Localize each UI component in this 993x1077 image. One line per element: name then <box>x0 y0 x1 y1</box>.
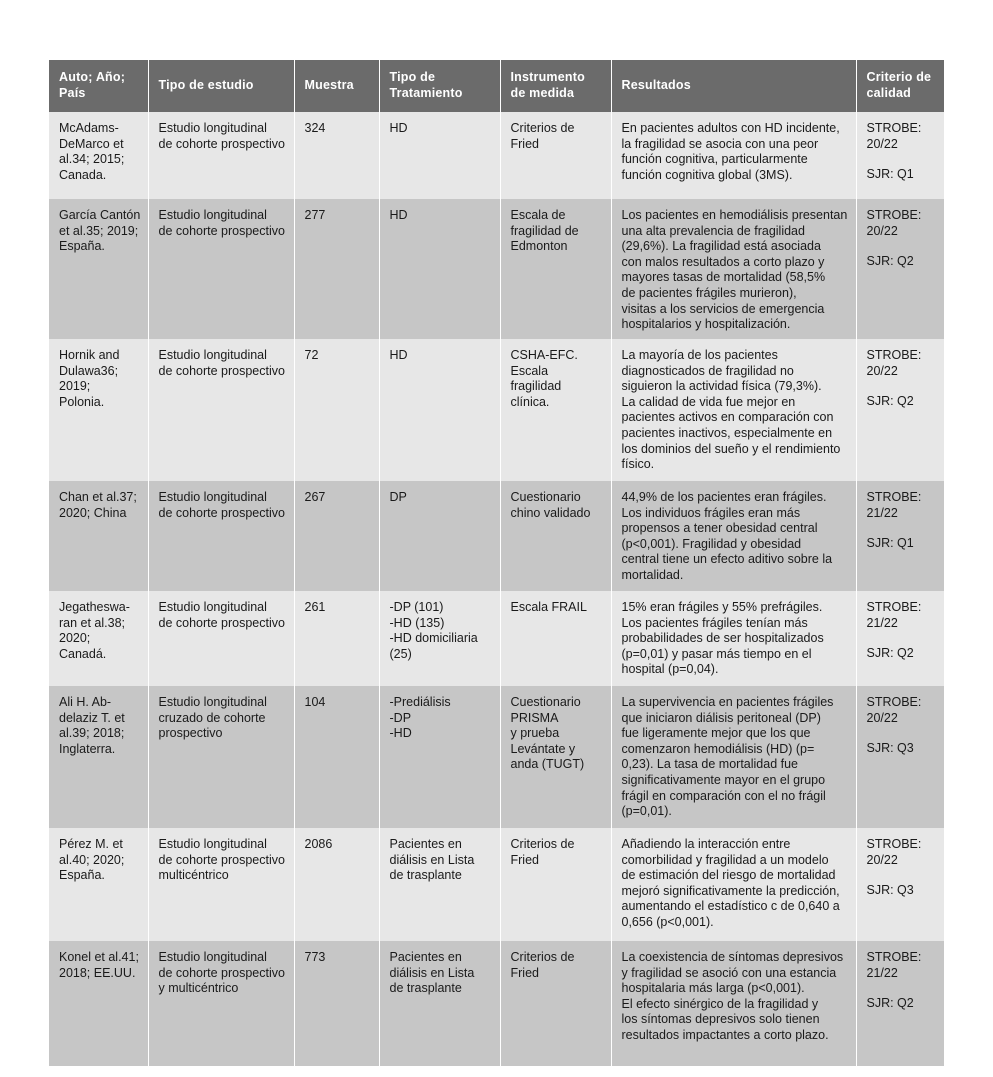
text-line: de pacientes frágiles murieron), <box>621 285 797 300</box>
text-line: hospital (p=0,04). <box>621 662 719 677</box>
text-line: diagnosticados de fragilidad no <box>621 363 794 378</box>
cell-study-type <box>148 941 294 1066</box>
cell-sample: 72 <box>294 339 379 481</box>
cell-results <box>611 686 856 828</box>
text-line: Estudio longitudinal <box>158 600 267 614</box>
text-line: Canadá. <box>59 646 107 661</box>
text-line: et al.35; 2019; <box>59 223 139 238</box>
text-line: pacientes activos en comparación con <box>621 410 834 425</box>
text-line: diálisis en Lista <box>389 965 475 980</box>
text-line: y prueba <box>510 726 560 741</box>
text-line: Estudio longitudinal <box>158 348 267 362</box>
cell-study-type <box>148 339 294 481</box>
text-line: mayores tasas de mortalidad (58,5% <box>621 270 826 285</box>
sjr-quartile: SJR: Q2 <box>866 254 914 269</box>
text-line: chino validado <box>510 505 591 520</box>
text-line: 0,656 (p<0,001). <box>621 914 714 929</box>
cell-author <box>49 199 148 339</box>
text-line: hospitalarios y hospitalización. <box>621 317 791 332</box>
text-line: mortalidad. <box>621 567 684 582</box>
text-line: García Cantón <box>59 208 141 222</box>
text-line: (p=0,01). <box>621 804 672 819</box>
header-study-type <box>148 60 294 112</box>
text-line: clínica. <box>510 394 550 409</box>
text-line: Instrumento <box>510 70 585 85</box>
text-line: Criterios de <box>510 950 575 964</box>
text-line: 2018; EE.UU. <box>59 965 136 980</box>
text-line: Pacientes en <box>389 950 462 964</box>
text-line: STROBE: <box>866 348 922 362</box>
cell-instrument <box>500 199 611 339</box>
cell-instrument <box>500 828 611 941</box>
text-line: Añadiendo la interacción entre <box>621 837 791 851</box>
cell-sample: 261 <box>294 591 379 686</box>
text-line: Estudio longitudinal <box>158 121 267 135</box>
text-line: España. <box>59 239 105 254</box>
text-line: (p=0,01) y pasar más tiempo en el <box>621 646 812 661</box>
text-line: 44,9% de los pacientes eran frágiles. <box>621 490 827 504</box>
text-line: pacientes inactivos, especialmente en <box>621 425 833 440</box>
sjr-quartile: SJR: Q2 <box>866 646 914 661</box>
cell-study-type <box>148 591 294 686</box>
cell-instrument <box>500 339 611 481</box>
text-line: de cohorte prospectivo <box>158 223 285 238</box>
text-line: Estudio longitudinal <box>158 490 267 504</box>
text-line: La mayoría de los pacientes <box>621 348 778 362</box>
text-line: Resultados <box>621 78 691 93</box>
text-line: visitas a los servicios de emergencia <box>621 301 825 316</box>
text-line: 20/22 <box>866 223 898 238</box>
text-line: de cohorte prospectivo <box>158 965 285 980</box>
text-line: los dominios del sueño y el rendimiento <box>621 441 841 456</box>
text-line: de cohorte prospectivo <box>158 136 285 151</box>
cell-sample: 773 <box>294 941 379 1066</box>
header-author <box>49 60 148 112</box>
table-row <box>49 339 944 481</box>
text-line: Los pacientes frágiles tenían más <box>621 615 808 630</box>
text-line: McAdams- <box>59 121 119 135</box>
text-line: de trasplante <box>389 868 462 883</box>
cell-treatment <box>379 591 500 686</box>
cell-results <box>611 941 856 1066</box>
text-line: delaziz T. et <box>59 710 125 725</box>
text-line: multicéntrico <box>158 868 229 883</box>
text-line: País <box>59 86 86 100</box>
cell-instrument <box>500 112 611 199</box>
cell-study-type <box>148 199 294 339</box>
sjr-quartile: SJR: Q1 <box>866 167 914 182</box>
text-line: STROBE: <box>866 950 922 964</box>
text-line: Muestra <box>304 78 354 93</box>
text-line: 20/22 <box>866 363 898 378</box>
table-row <box>49 686 944 828</box>
cell-author <box>49 591 148 686</box>
text-line: En pacientes adultos con HD incidente, <box>621 121 840 135</box>
cell-study-type <box>148 686 294 828</box>
text-line: probabilidades de ser hospitalizados <box>621 631 824 646</box>
text-line: Auto; Año; <box>59 70 126 85</box>
table-row <box>49 112 944 199</box>
text-line: 2019; <box>59 379 91 394</box>
cell-results <box>611 481 856 591</box>
text-line: de cohorte prospectivo <box>158 363 285 378</box>
cell-quality <box>856 112 944 199</box>
text-line: comorbilidad y fragilidad a un modelo <box>621 852 829 867</box>
header-quality <box>856 60 944 112</box>
cell-treatment <box>379 686 500 828</box>
cell-instrument <box>500 941 611 1066</box>
table-row <box>49 941 944 1066</box>
header-results <box>611 60 856 112</box>
text-line: Tipo de estudio <box>158 78 254 93</box>
text-line: central tiene un efecto aditivo sobre la <box>621 552 833 567</box>
cell-treatment <box>379 199 500 339</box>
text-line: función cognitiva, particularmente <box>621 152 808 167</box>
text-line: HD <box>389 121 408 135</box>
text-line: Los pacientes en hemodiálisis presentan <box>621 208 848 222</box>
text-line: Ali H. Ab- <box>59 695 112 709</box>
cell-treatment <box>379 941 500 1066</box>
text-line: Tratamiento <box>389 86 463 100</box>
cell-sample: 277 <box>294 199 379 339</box>
text-line: fue ligeramente mejor que los que <box>621 726 811 741</box>
cell-quality <box>856 828 944 941</box>
literature-review-table <box>49 60 944 1066</box>
text-line: Edmonton <box>510 239 568 254</box>
text-line: Estudio longitudinal <box>158 208 267 222</box>
text-line: significativamente mayor en el grupo <box>621 772 826 787</box>
text-line: hospitalaria más larga (p<0,001). <box>621 981 805 996</box>
text-line: DeMarco et <box>59 136 124 151</box>
cell-sample: 324 <box>294 112 379 199</box>
text-line: anda (TUGT) <box>510 757 585 772</box>
text-line: Hornik and <box>59 348 120 362</box>
text-line: STROBE: <box>866 490 922 504</box>
text-line: de cohorte prospectivo <box>158 852 285 867</box>
text-line: Estudio longitudinal <box>158 695 267 709</box>
text-line: Criterio de <box>866 70 932 85</box>
text-line: Canada. <box>59 167 107 182</box>
text-line: y fragilidad se asoció con una estancia <box>621 965 837 980</box>
text-line: -Prediálisis <box>389 695 451 709</box>
sjr-quartile: SJR: Q3 <box>866 741 914 756</box>
text-line: CSHA-EFC. <box>510 348 578 362</box>
text-line: Criterios de <box>510 837 575 851</box>
cell-study-type <box>148 828 294 941</box>
text-line: Pacientes en <box>389 837 462 851</box>
cell-study-type <box>148 112 294 199</box>
cell-instrument <box>500 481 611 591</box>
cell-study-type <box>148 481 294 591</box>
text-line: 20/22 <box>866 852 898 867</box>
text-line: Tipo de <box>389 70 436 85</box>
text-line: Cuestionario <box>510 490 581 504</box>
sjr-quartile: SJR: Q1 <box>866 536 914 551</box>
text-line: 2020; <box>59 631 91 646</box>
cell-quality <box>856 941 944 1066</box>
cell-results <box>611 199 856 339</box>
table-row <box>49 481 944 591</box>
sjr-quartile: SJR: Q2 <box>866 996 914 1011</box>
text-line: mejoró significativamente la predicción, <box>621 883 840 898</box>
table-row <box>49 199 944 339</box>
cell-author <box>49 481 148 591</box>
text-line: STROBE: <box>866 121 922 135</box>
text-line: Pérez M. et <box>59 837 123 851</box>
text-line: y multicéntrico <box>158 981 239 996</box>
text-line: con malos resultados a corto plazo y <box>621 254 825 269</box>
text-line: de trasplante <box>389 981 462 996</box>
cell-quality <box>856 591 944 686</box>
text-line: Los individuos frágiles eran más <box>621 505 801 520</box>
cell-quality <box>856 339 944 481</box>
header-sample <box>294 60 379 112</box>
text-line: Jegatheswa- <box>59 600 130 614</box>
text-line: -HD <box>389 726 412 741</box>
text-line: La coexistencia de síntomas depresivos <box>621 950 844 964</box>
text-line: aumentando el estadístico c de 0,640 a <box>621 899 840 914</box>
header-instrument <box>500 60 611 112</box>
cell-results <box>611 112 856 199</box>
text-line: HD <box>389 348 408 362</box>
text-line: Chan et al.37; <box>59 490 137 504</box>
cell-results <box>611 339 856 481</box>
text-line: prospectivo <box>158 726 223 741</box>
text-line: -HD domiciliaria <box>389 631 478 646</box>
text-line: 21/22 <box>866 505 898 520</box>
text-line: La supervivencia en pacientes frágiles <box>621 695 834 709</box>
cell-sample: 2086 <box>294 828 379 941</box>
text-line: (25) <box>389 646 412 661</box>
text-line: Escala <box>510 363 549 378</box>
text-line: El efecto sinérgico de la fragilidad y <box>621 996 819 1011</box>
text-line: -DP <box>389 710 412 725</box>
text-line: STROBE: <box>866 208 922 222</box>
text-line: al.40; 2020; <box>59 852 125 867</box>
text-line: Escala FRAIL <box>510 600 587 614</box>
header-row <box>49 60 944 112</box>
text-line: Estudio longitudinal <box>158 950 267 964</box>
text-line: España. <box>59 868 105 883</box>
cell-author <box>49 686 148 828</box>
text-line: fragilidad de <box>510 223 579 238</box>
text-line: 15% eran frágiles y 55% prefrágiles. <box>621 600 823 614</box>
text-line: Fried <box>510 136 539 151</box>
table-row <box>49 828 944 941</box>
text-line: calidad <box>866 86 911 100</box>
header-treatment <box>379 60 500 112</box>
cell-treatment <box>379 112 500 199</box>
cell-quality <box>856 686 944 828</box>
cell-author <box>49 828 148 941</box>
text-line: al.39; 2018; <box>59 726 125 741</box>
text-line: 21/22 <box>866 615 898 630</box>
cell-sample: 267 <box>294 481 379 591</box>
text-line: DP <box>389 490 407 504</box>
text-line: al.34; 2015; <box>59 152 125 167</box>
cell-quality <box>856 481 944 591</box>
text-line: Estudio longitudinal <box>158 837 267 851</box>
text-line: que iniciaron diálisis peritoneal (DP) <box>621 710 821 725</box>
text-line: 0,23). La tasa de mortalidad fue <box>621 757 799 772</box>
sjr-quartile: SJR: Q2 <box>866 394 914 409</box>
text-line: (p<0,001). Fragilidad y obesidad <box>621 536 802 551</box>
text-line: 20/22 <box>866 136 898 151</box>
text-line: Fried <box>510 965 539 980</box>
text-line: de medida <box>510 86 575 100</box>
text-line: de estimación del riesgo de mortalidad <box>621 868 836 883</box>
text-line: diálisis en Lista <box>389 852 475 867</box>
text-line: cruzado de cohorte <box>158 710 266 725</box>
text-line: Levántate y <box>510 741 576 756</box>
cell-sample: 104 <box>294 686 379 828</box>
text-line: HD <box>389 208 408 222</box>
sjr-quartile: SJR: Q3 <box>866 883 914 898</box>
text-line: Dulawa36; <box>59 363 119 378</box>
text-line: propensos a tener obesidad central <box>621 521 818 536</box>
text-line: de cohorte prospectivo <box>158 615 285 630</box>
text-line: de cohorte prospectivo <box>158 505 285 520</box>
cell-author <box>49 941 148 1066</box>
cell-treatment <box>379 339 500 481</box>
cell-treatment <box>379 481 500 591</box>
cell-instrument <box>500 686 611 828</box>
cell-quality <box>856 199 944 339</box>
cell-instrument <box>500 591 611 686</box>
cell-results <box>611 828 856 941</box>
text-line: 2020; China <box>59 505 127 520</box>
text-line: (29,6%). La fragilidad está asociada <box>621 239 821 254</box>
text-line: los síntomas depresivos solo tienen <box>621 1012 820 1027</box>
text-line: Fried <box>510 852 539 867</box>
text-line: 20/22 <box>866 710 898 725</box>
cell-author <box>49 112 148 199</box>
cell-treatment <box>379 828 500 941</box>
text-line: frágil en comparación con el no frágil <box>621 788 826 803</box>
text-line: STROBE: <box>866 600 922 614</box>
text-line: La calidad de vida fue mejor en <box>621 394 796 409</box>
cell-results <box>611 591 856 686</box>
text-line: Inglaterra. <box>59 741 116 756</box>
text-line: Konel et al.41; <box>59 950 139 964</box>
text-line: fragilidad <box>510 379 562 394</box>
text-line: físico. <box>621 457 655 472</box>
text-line: Cuestionario <box>510 695 581 709</box>
text-line: Polonia. <box>59 394 105 409</box>
table-row <box>49 591 944 686</box>
text-line: PRISMA <box>510 710 559 725</box>
text-line: 21/22 <box>866 965 898 980</box>
text-line: una alta prevalencia de fragilidad <box>621 223 805 238</box>
text-line: resultados impactantes a corto plazo. <box>621 1027 829 1042</box>
text-line: -DP (101) <box>389 600 444 614</box>
text-line: -HD (135) <box>389 615 445 630</box>
text-line: función cognitiva global (3MS). <box>621 167 793 182</box>
text-line: STROBE: <box>866 695 922 709</box>
text-line: la fragilidad se asocia con una peor <box>621 136 819 151</box>
text-line: Criterios de <box>510 121 575 135</box>
text-line: ran et al.38; <box>59 615 126 630</box>
text-line: siguieron la actividad física (79,3%). <box>621 379 822 394</box>
text-line: Escala de <box>510 208 566 222</box>
text-line: STROBE: <box>866 837 922 851</box>
text-line: comenzaron hemodiálisis (HD) (p= <box>621 741 815 756</box>
cell-author <box>49 339 148 481</box>
